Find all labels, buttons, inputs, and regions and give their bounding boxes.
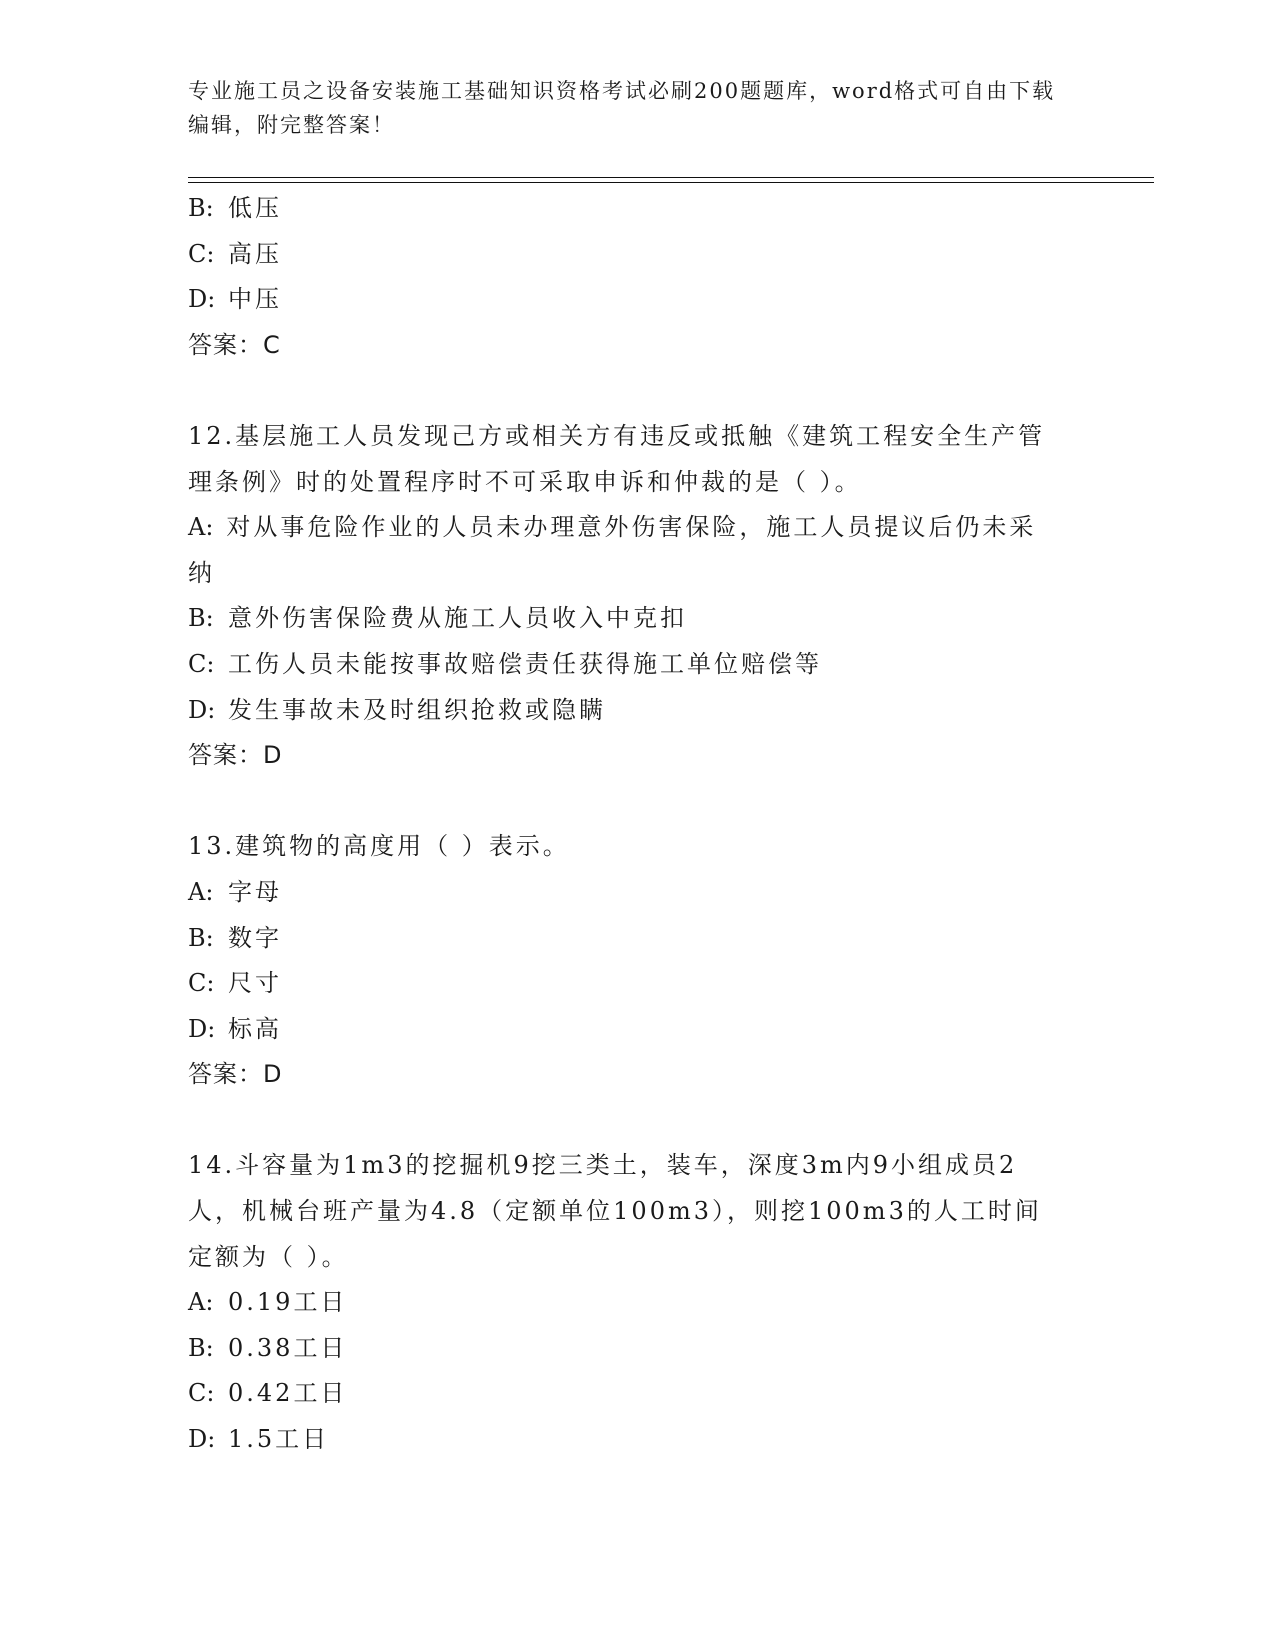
option-letter: A: — [188, 1288, 214, 1317]
option-text: 中压 — [228, 285, 282, 314]
option-letter: A: — [188, 513, 214, 542]
option-letter: B: — [188, 923, 214, 952]
option-d — [188, 688, 1058, 734]
option-letter: D: — [188, 1425, 216, 1454]
option-c — [188, 642, 1058, 688]
option-letter: C: — [188, 1379, 215, 1408]
option-b — [188, 1326, 1058, 1372]
option-b — [188, 186, 1058, 232]
question-content — [188, 186, 1088, 1463]
option-letter: C: — [188, 239, 215, 268]
question-stem: 13.建筑物的高度用（ ）表示。 — [188, 832, 570, 861]
option-letter: A: — [188, 877, 214, 906]
option-b — [188, 596, 1058, 642]
option-letter: C: — [188, 649, 215, 678]
option-text: 0.38工日 — [228, 1333, 348, 1362]
spacer — [188, 368, 1088, 414]
option-text: 标高 — [228, 1014, 282, 1043]
option-text: 数字 — [228, 923, 282, 952]
option-a — [188, 870, 1058, 916]
spacer — [188, 779, 1088, 825]
option-a — [188, 1280, 1058, 1326]
option-text: 0.19工日 — [228, 1288, 348, 1317]
document-header: 专业施工员之设备安装施工基础知识资格考试必刷200题题库，word格式可自由下载编辑，附完整答案！ — [188, 79, 1056, 137]
option-text: 0.42工日 — [228, 1379, 348, 1408]
option-letter: D: — [188, 695, 216, 724]
option-text: 1.5工日 — [228, 1425, 330, 1454]
question-stem: 12.基层施工人员发现己方或相关方有违反或抵触《建筑工程安全生产管理条例》时的处置程序时不可采取申诉和仲裁的是（ ）。 — [188, 421, 1046, 496]
header-rule-bottom — [188, 182, 1154, 183]
option-letter: B: — [188, 604, 214, 633]
answer-line: 答案：D — [188, 741, 283, 770]
option-a — [188, 505, 1058, 596]
answer-line: 答案：C — [188, 330, 281, 359]
option-b — [188, 916, 1058, 962]
option-text: 字母 — [228, 877, 282, 906]
option-letter: D: — [188, 285, 216, 314]
option-letter: C: — [188, 969, 215, 998]
spacer — [188, 1098, 1088, 1144]
option-text: 工伤人员未能按事故赔偿责任获得施工单位赔偿等 — [228, 649, 822, 678]
option-text: 发生事故未及时组织抢救或隐瞒 — [228, 695, 606, 724]
option-letter: B: — [188, 1333, 214, 1362]
option-text: 尺寸 — [228, 969, 282, 998]
option-c — [188, 1371, 1058, 1417]
option-d — [188, 277, 1058, 323]
option-d — [188, 1007, 1058, 1053]
option-text: 低压 — [228, 194, 282, 222]
option-c — [188, 961, 1058, 1007]
option-text: 对从事危险作业的人员未办理意外伤害保险，施工人员提议后仍未采纳 — [188, 513, 1037, 587]
answer-line: 答案：D — [188, 1060, 283, 1089]
option-text: 高压 — [228, 239, 282, 268]
question-stem: 14.斗容量为1m3的挖掘机9挖三类土，装车，深度3m内9小组成员2人，机械台班产量为4.8（定额单位100m3），则挖100m3的人工时间定额为（ ）。 — [188, 1151, 1042, 1271]
option-d — [188, 1417, 1058, 1463]
option-letter: B: — [188, 194, 214, 222]
header-rule-top — [188, 177, 1154, 178]
option-text: 意外伤害保险费从施工人员收入中克扣 — [228, 604, 687, 633]
option-c — [188, 232, 1058, 278]
option-letter: D: — [188, 1014, 216, 1043]
